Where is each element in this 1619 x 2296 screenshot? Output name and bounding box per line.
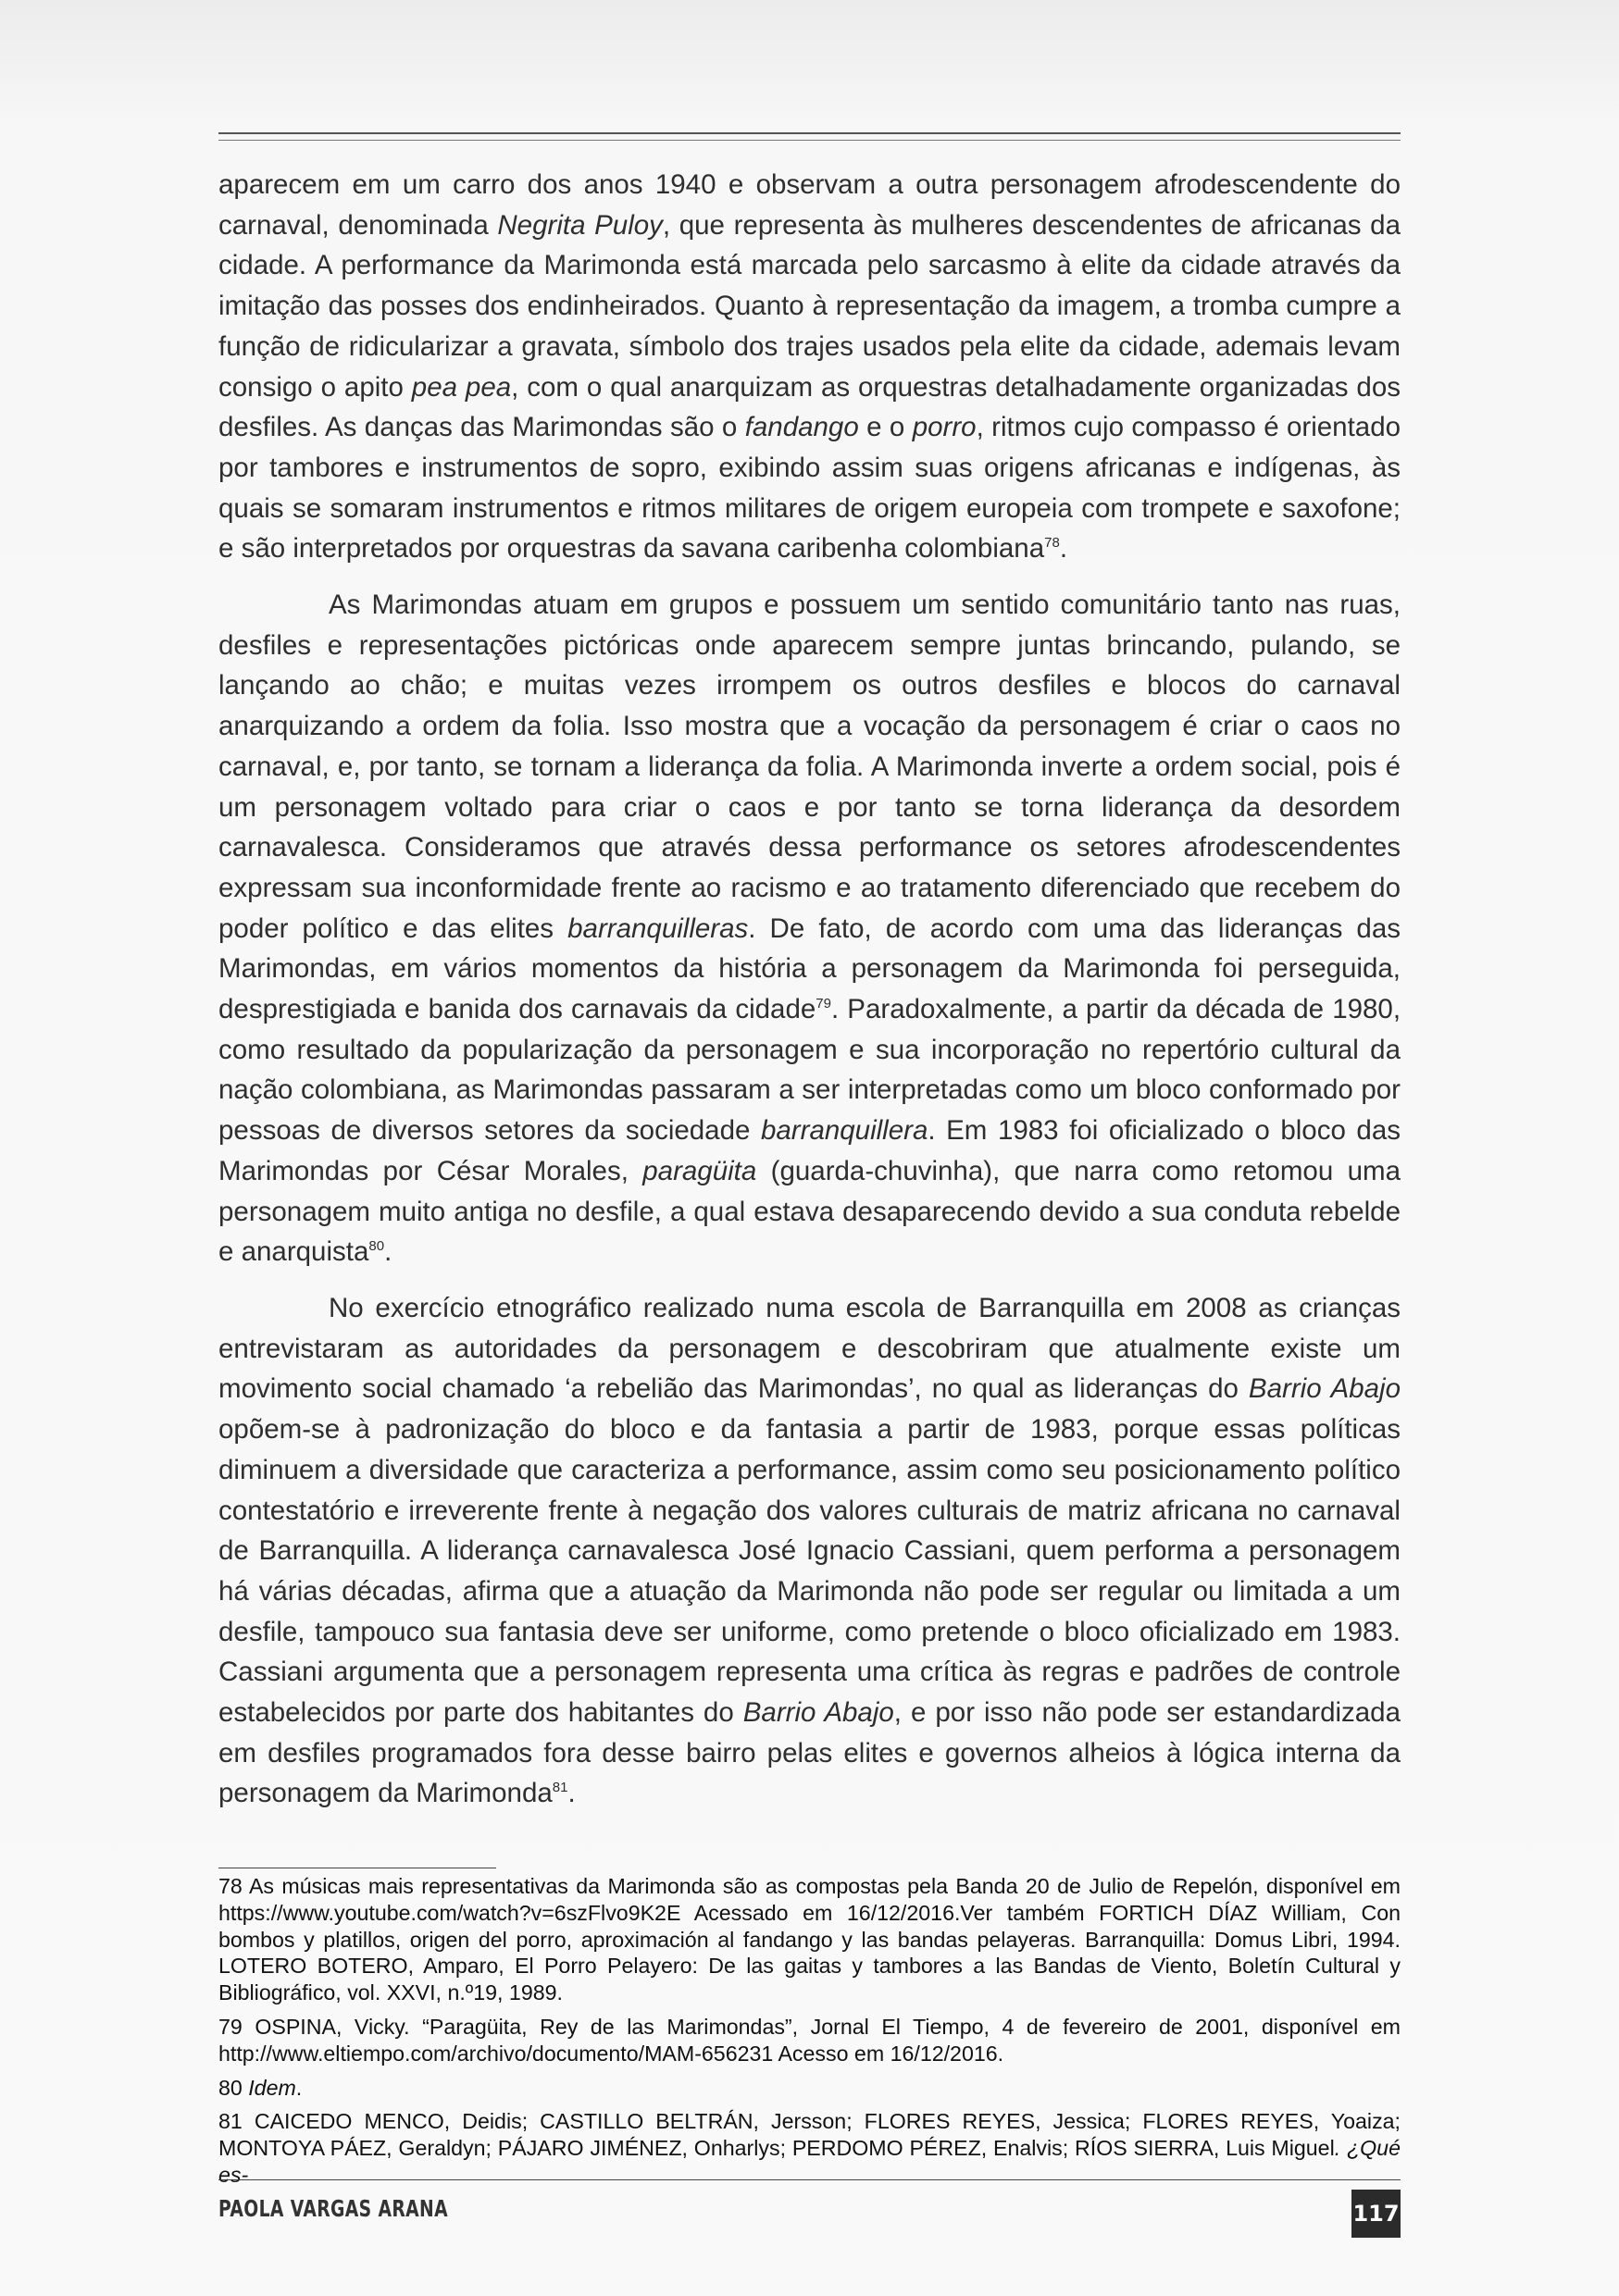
- main-text: [218, 165, 1401, 1830]
- italic-term: barranquillera: [760, 1115, 928, 1147]
- text-span: (guarda-chuvinha), que narra como retomou uma personagem muito antiga no desfile, a qual estava desaparecendo devido a sua conduta rebelde e anarquista: [218, 1155, 1401, 1268]
- text-span: opõem-se à padronização do bloco e da fantasia a partir de 1983, porque essas políticas diminuem a diversidade que caracteriza a performance, assim como seu posicionamento político contestatório e irreverente frente à negação dos valores culturais de matriz africana no carnaval de Barranquilla. A liderança carnavalesca José Ignacio Cassiani, quem performa a personagem há várias décadas, afirma que a atuação da Marimonda não pode ser regular ou limitada a um desfile, tampouco sua fantasia deve ser uniforme, como pretende o bloco oficializado em 1983. Cassiani argumenta que a personagem representa uma crítica às regras e padrões de controle estabelecidos por parte dos habitantes do: [218, 1414, 1401, 1729]
- italic-term: Idem: [248, 2075, 296, 2100]
- text-span: .: [295, 2075, 303, 2100]
- text-span: . Paradoxalmente, a partir da década de 1980, como resultado da popularização da personagem e sua incorporação no repertório cultural da nação colombiana, as Marimondas passaram a ser interpretadas como um bloco conformado por pessoas de diversos setores da sociedade: [218, 994, 1401, 1147]
- footnote-ref-78[interactable]: 78: [1044, 535, 1060, 552]
- text-span: aparecem em um carro dos anos 1940 e observam a outra personagem afrodescendente do carnaval, denominada: [218, 169, 1401, 241]
- footnote-78: 78 As músicas mais representativas da Marimonda são as compostas pela Banda 20 de Julio de Repelón, disponível em https://www.youtube.com/watch?v=6szFlvo9K2E Acessado em 16/12/2016.Ver também FORTICH DÍAZ William, Con bombos y platillos, origen del porro, aproximación al fandango y las bandas pelayeras. Barranquilla: Domus Libri, 1994. LOTERO BOTERO, Amparo, El Porro Pelayero: De las gaitas y tambores a las Bandas de Viento, Boletín Cultural y Bibliográfico, vol. XXVI, n.º19, 1989.: [218, 1874, 1401, 2005]
- text-span: As Marimondas atuam em grupos e possuem um sentido comunitário tanto nas ruas, desfiles e representações pictóricas onde aparecem sempre juntas brincando, pulando, se lançando ao chão; e muitas vezes irrompem os outros desfiles e blocos do carnaval anarquizando a ordem da folia. Isso mostra que a vocação da personagem é criar o caos no carnaval, e, por tanto, se tornam a liderança da folia. A Marimonda inverte a ordem social, pois é um personagem voltado para criar o caos e por tanto se torna liderança da desordem carnavalesca. Consideramos que através dessa performance os setores afrodescendentes expressam sua inconformidade frente ao racismo e ao tratamento diferenciado que recebem do poder político e das elites: [218, 590, 1401, 944]
- text-span: .: [567, 1778, 576, 1809]
- text-span: 80: [218, 2075, 249, 2100]
- footnote-ref-80[interactable]: 80: [368, 1238, 385, 1255]
- paragraph-1: [218, 165, 1401, 569]
- paragraph-3: [218, 1288, 1401, 1814]
- text-span: . De fato, de acordo com uma das lideranças das Marimondas, em vários momentos da história a personagem da Marimonda foi perseguida, desprestigiada e banida dos carnavais da cidade: [218, 912, 1401, 1025]
- footer-rule: [218, 2179, 1401, 2180]
- footnote-79: 79 OSPINA, Vicky. “Paragüita, Rey de las Marimondas”, Jornal El Tiempo, 4 de fevereiro de 2001, disponível em http://www.eltiempo.com/archivo/documento/MAM-656231 Acesso em 16/12/2016.: [218, 2014, 1401, 2066]
- footnotes: [218, 1873, 1401, 2196]
- footnote-81: [218, 2108, 1401, 2188]
- text-span: , que representa às mulheres descendentes de africanas da cidade. A performance da Marimonda está marcada pelo sarcasmo à elite da cidade através da imitação das posses dos endinheirados. Quanto à representação da imagem, a tromba cumpre a função de ridicularizar a gravata, símbolo dos trajes usados pela elite da cidade, ademais levam consigo o apito: [218, 209, 1401, 403]
- footnote-ref-79[interactable]: 79: [816, 996, 831, 1012]
- text-span: , ritmos cujo compasso é orientado por tambores e instrumentos de sopro, exibindo assim suas origens africanas e indígenas, às quais se somaram instrumentos e ritmos militares de origem europeia com trompete e saxofone; e são interpretados por orquestras da savana caribenha colombiana: [218, 412, 1401, 565]
- text-span: 81 CAICEDO MENCO, Deidis; CASTILLO BELTRÁN, Jersson; FLORES REYES, Jessica; FLORES REYES, Yoaiza; MONTOYA PÁEZ, Geraldyn; PÁJARO JIMÉNEZ, Onharlys; PERDOMO PÉREZ, Enalvis; RÍOS SIERRA, Luis Miguel: [218, 2109, 1401, 2161]
- italic-term: porro: [912, 412, 977, 443]
- text-span: No exercício etnográfico realizado numa escola de Barranquilla em 2008 as crianças entrevistaram as autoridades da personagem e descobriram que atualmente existe um movimento social chamado ‘a rebelião das Marimondas’, no qual as lideranças do: [218, 1292, 1401, 1405]
- text-span: e o: [858, 412, 913, 443]
- paragraph-2: [218, 585, 1401, 1272]
- text-span: . Em 1983 foi oficializado o bloco das Marimondas por César Morales,: [218, 1115, 1401, 1186]
- italic-term: Negrita Puloy: [497, 209, 663, 241]
- header-rule-top: [218, 132, 1401, 134]
- italic-term: Barrio Abajo: [742, 1697, 894, 1729]
- italic-term: fandango: [744, 412, 859, 443]
- footnote-80: [218, 2075, 1401, 2102]
- footnote-ref-81[interactable]: 81: [552, 1780, 568, 1796]
- italic-term: paragüita: [642, 1155, 757, 1186]
- footer-author: PAOLA VARGAS ARANA: [218, 2195, 448, 2222]
- text-span: .: [1059, 533, 1068, 565]
- text-span: , e por isso não pode ser estandardizada em desfiles programados fora desse bairro pelas elites e governos alheios à lógica interna da personagem da Marimonda: [218, 1697, 1401, 1809]
- page-number: 117: [1351, 2190, 1401, 2238]
- italic-term: pea pea: [411, 371, 512, 403]
- text-span: .: [384, 1236, 392, 1268]
- header-rule-bottom: [218, 140, 1401, 141]
- italic-term: . ¿Qué es-: [218, 2136, 1401, 2187]
- italic-term: Barrio Abajo: [1248, 1373, 1401, 1405]
- italic-term: barranquilleras: [567, 912, 749, 944]
- text-span: , com o qual anarquizam as orquestras detalhadamente organizadas dos desfiles. As danças das Marimondas são o: [218, 371, 1401, 443]
